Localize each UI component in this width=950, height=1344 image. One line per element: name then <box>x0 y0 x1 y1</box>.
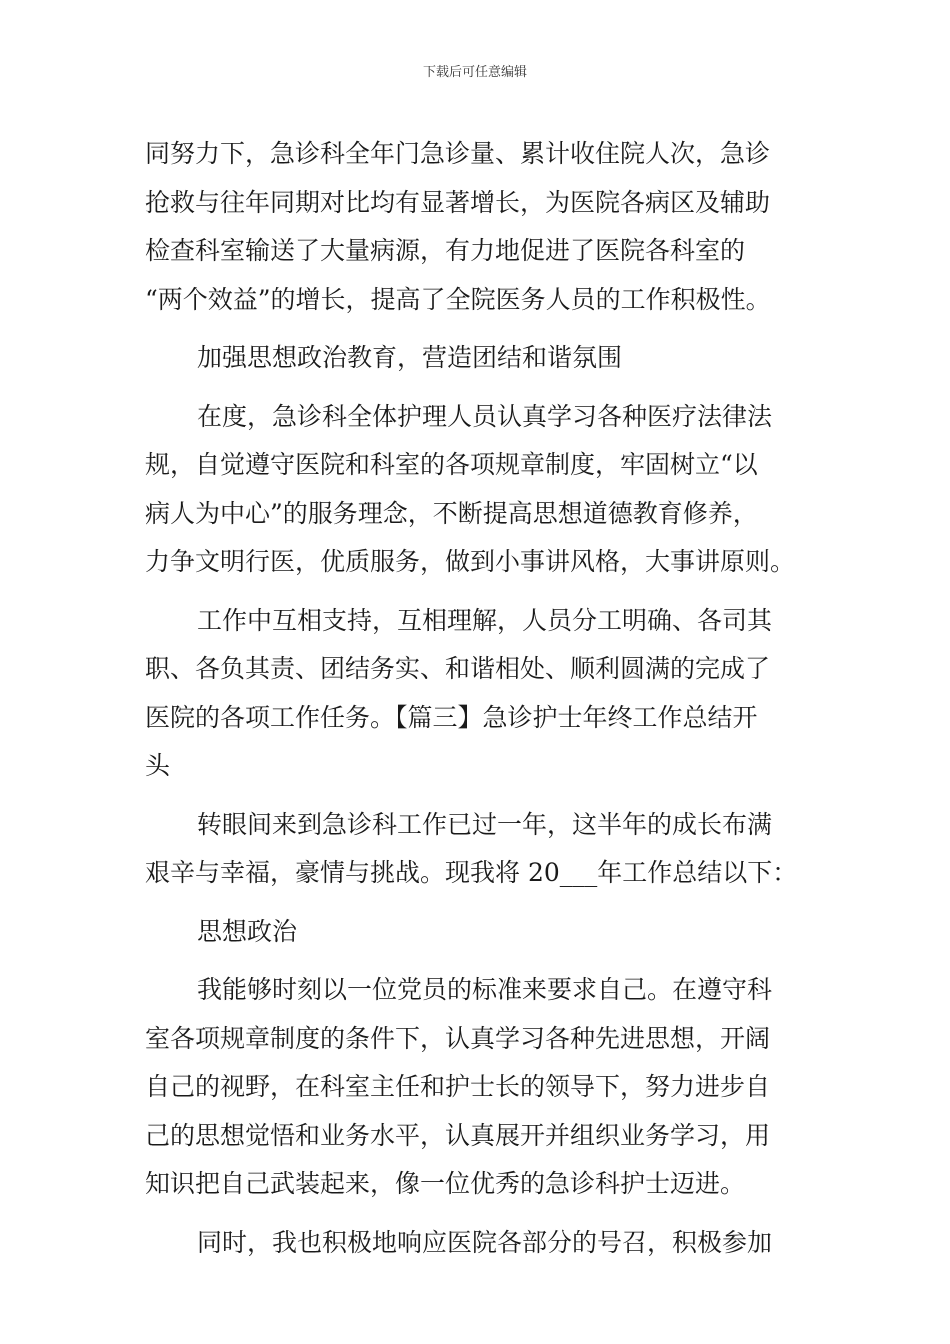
paragraph <box>145 393 810 587</box>
text-line: 在度，急诊科全体护理人员认真学习各种医疗法律法 <box>197 401 773 431</box>
text-line: 加强思想政治教育，营造团结和谐氛围 <box>197 343 623 372</box>
document-body <box>145 130 810 1267</box>
text-line: 抢救与往年同期对比均有显著增长，为医院各病区及辅助 <box>145 187 771 217</box>
text-line: 工作中互相支持，互相理解，人员分工明确、各司其 <box>197 605 773 635</box>
text-line: 艰辛与幸福，豪情与挑战。现我将 20___年工作总结以下： <box>145 858 798 887</box>
text-line: 力争文明行医，优质服务，做到小事讲风格，大事讲原则。 <box>145 547 796 576</box>
text-line: 医院的各项工作任务。【篇三】急诊护士年终工作总结开 <box>145 702 758 732</box>
paragraph <box>145 1219 810 1268</box>
text-line: 规，自觉遵守医院和科室的各项规章制度，牢固树立“以 <box>145 450 758 479</box>
paragraph <box>145 597 810 791</box>
section-heading <box>145 334 810 383</box>
text-line: 职、各负其责、团结务实、和谐相处、顺利圆满的完成了 <box>145 654 771 683</box>
text-line: 思想政治 <box>197 916 298 946</box>
paragraph <box>145 966 810 1209</box>
text-line: 检查科室输送了大量病源，有力地促进了医院各科室的 <box>145 236 746 265</box>
text-line: “两个效益”的增长，提高了全院医务人员的工作积极性。 <box>145 284 771 314</box>
text-line: 同努力下，急诊科全年门急诊量、累计收住院人次，急诊 <box>145 139 771 168</box>
text-line: 我能够时刻以一位党员的标准来要求自己。在遵守科 <box>197 975 773 1004</box>
text-line: 头 <box>145 751 171 780</box>
text-line: 自己的视野，在科室主任和护士长的领导下，努力进步自 <box>145 1072 771 1101</box>
text-line: 转眼间来到急诊科工作已过一年，这半年的成长布满 <box>197 809 773 839</box>
text-line: 病人为中心”的服务理念，不断提高思想道德教育修养， <box>145 498 758 528</box>
page-header: 下载后可任意编辑 <box>422 65 527 80</box>
text-line: 同时，我也积极地响应医院各部分的号召，积极参加 <box>197 1227 773 1257</box>
paragraph <box>145 130 810 324</box>
text-line: 室各项规章制度的条件下，认真学习各种先进思想，开阔 <box>145 1023 771 1053</box>
text-line: 己的思想觉悟和业务水平，认真展开并组织业务学习，用 <box>145 1120 771 1150</box>
section-heading <box>145 908 810 957</box>
text-line: 知识把自己武装起来，像一位优秀的急诊科护士迈进。 <box>145 1169 746 1198</box>
paragraph <box>145 801 810 898</box>
